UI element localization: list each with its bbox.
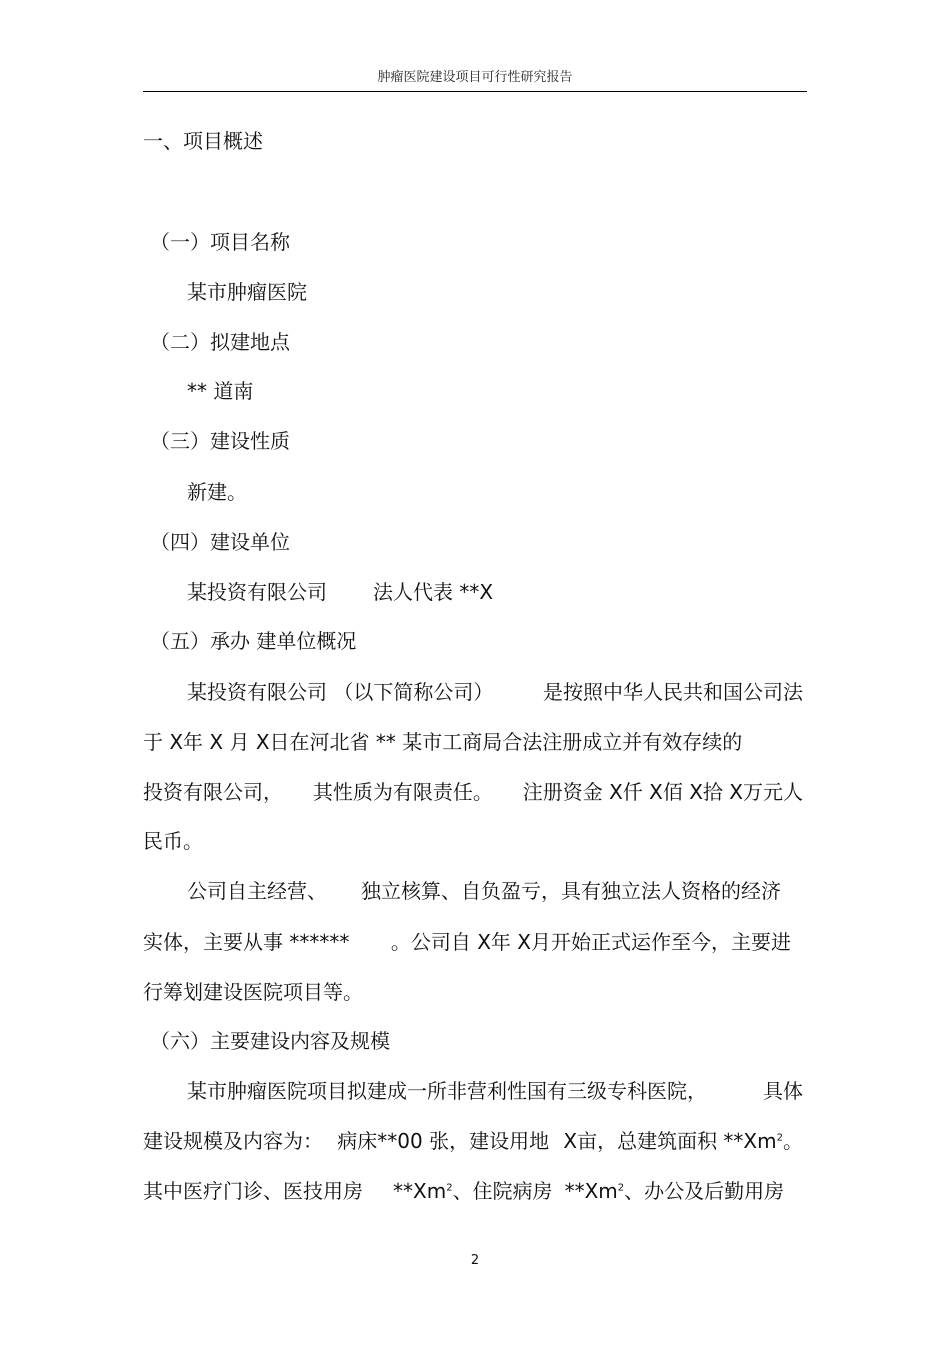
overview-paragraph-line (143, 780, 803, 804)
section-title: 一、项目概述 (143, 129, 263, 153)
construction-unit-value (187, 580, 493, 604)
text-span: 实体，主要从事 ****** (143, 930, 350, 954)
unit-company: 某投资有限公司 (187, 580, 327, 604)
overview-paragraph-line: 于 X年 X 月 X日在河北省 ** 某市工商局合法注册成立并有效存续的 (143, 730, 743, 754)
text-span: 公司自主经营、 (187, 879, 327, 903)
text-span: 是按照中华人民共和国公司法 (543, 680, 803, 704)
overview-paragraph-line (187, 680, 803, 704)
overview-paragraph-line: 行筹划建设医院项目等。 (143, 980, 363, 1004)
scale-paragraph-line (143, 1179, 784, 1203)
unit-legal-representative: 法人代表 **X (373, 580, 494, 604)
overview-paragraph-line (143, 930, 791, 954)
scale-paragraph-line (143, 1129, 803, 1153)
header-divider (143, 91, 807, 92)
text-span: 建设规模及内容为： (143, 1129, 323, 1153)
project-name-value: 某市肿瘤医院 (187, 280, 307, 304)
text-span: 、办公及后勤用房 (624, 1179, 785, 1203)
text-span: **Xm (393, 1179, 447, 1203)
heading-construction-scale: （六）主要建设内容及规模 (150, 1029, 390, 1053)
text-span: 。 (783, 1129, 803, 1153)
overview-paragraph-line (187, 879, 781, 903)
text-span: 、住院病房 (452, 1179, 553, 1203)
text-span: 具体 (763, 1079, 803, 1103)
superscript: 2 (446, 1182, 453, 1194)
superscript: 2 (776, 1132, 783, 1144)
heading-construction-unit: （四）建设单位 (150, 530, 290, 554)
heading-construction-nature: （三）建设性质 (150, 429, 290, 453)
text-span: X亩，总建筑面积 **Xm (563, 1129, 777, 1153)
overview-paragraph-line: 民币。 (143, 829, 203, 853)
text-span: **Xm (564, 1179, 618, 1203)
page-number: 2 (470, 1253, 480, 1268)
text-span: 病床**00 张，建设用地 (337, 1129, 550, 1153)
text-span (563, 1129, 803, 1153)
heading-unit-overview: （五）承办 建单位概况 (150, 629, 357, 653)
heading-location: （二）拟建地点 (150, 330, 290, 354)
text-span: 注册资金 X仟 X佰 X拾 X万元人 (522, 780, 803, 804)
heading-project-name: （一）项目名称 (150, 230, 290, 254)
text-span: 投资有限公司， (143, 780, 283, 804)
text-span: 其中医疗门诊、医技用房 (143, 1179, 363, 1203)
superscript: 2 (617, 1182, 625, 1194)
text-span: 独立核算、自负盈亏，具有独立法人资格的经济 (361, 879, 781, 903)
location-value: ** 道南 (187, 379, 254, 403)
text-span: 某市肿瘤医院项目拟建成一所非营利性国有三级专科医院， (187, 1079, 707, 1103)
text-span: 其性质为有限责任。 (312, 780, 493, 804)
text-span: 某投资有限公司 （以下简称公司） (187, 680, 494, 704)
text-span: 。公司自 X年 X月开始正式运作至今，主要进 (390, 930, 791, 954)
construction-nature-value: 新建。 (187, 480, 247, 504)
running-header: 肿瘤医院建设项目可行性研究报告 (377, 70, 573, 85)
scale-paragraph-line (187, 1079, 803, 1103)
